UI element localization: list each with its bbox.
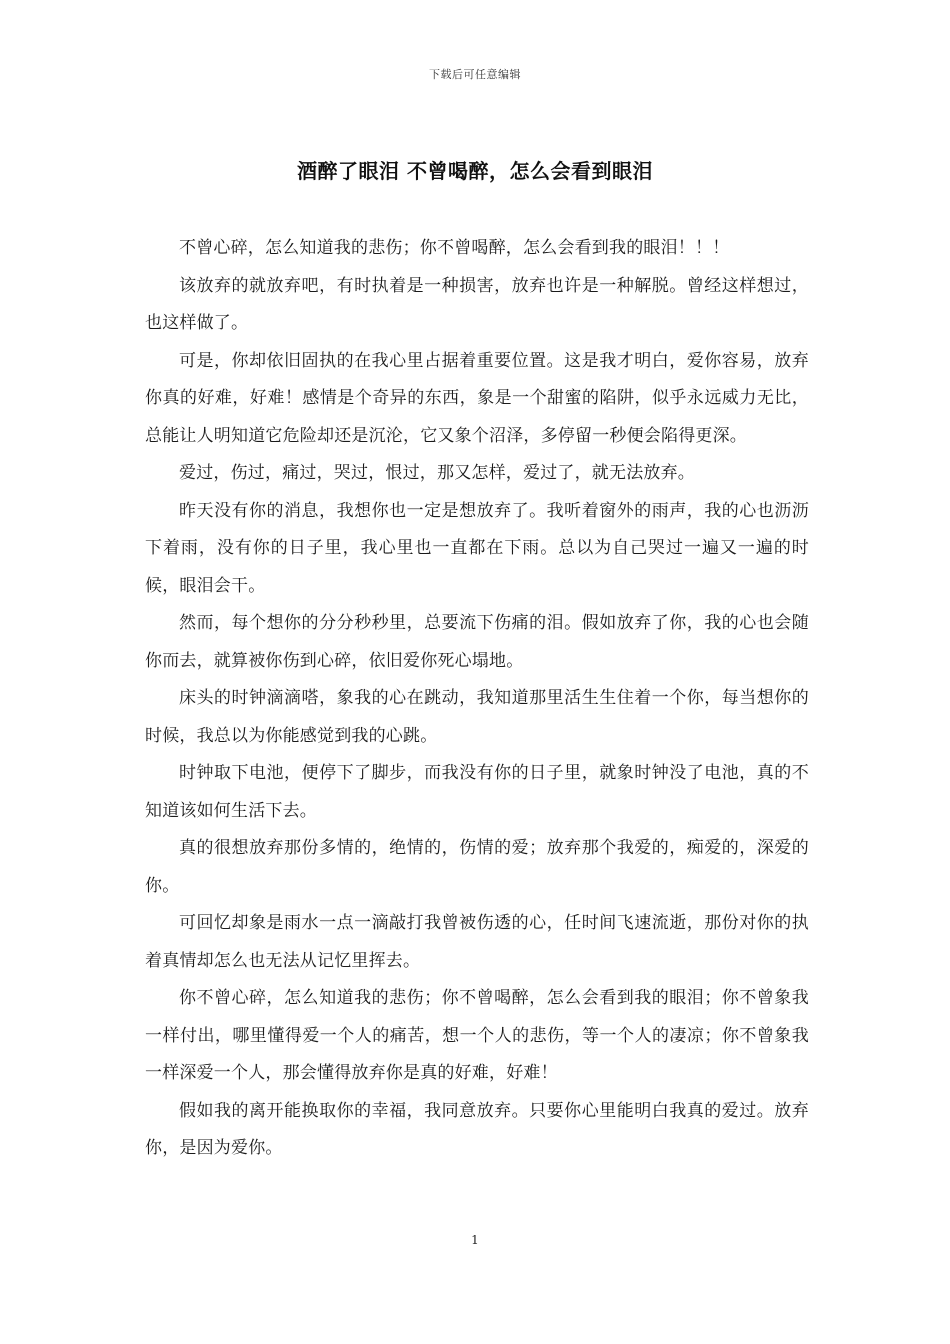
page-number: 1 [471,1233,479,1247]
paragraph: 不曾心碎，怎么知道我的悲伤；你不曾喝醉，怎么会看到我的眼泪！！！ [179,238,730,258]
header-note: 下载后可任意编辑 [429,68,521,81]
paragraph: 该放弃的就放弃吧，有时执着是一种损害，放弃也许是一种解脱。曾经这样想过，也这样做了。 [145,275,809,333]
paragraph: 你不曾心碎，怎么知道我的悲伤；你不曾喝醉，怎么会看到我的眼泪；你不曾象我一样付出，哪里懂得爱一个人的痛苦，想一个人的悲伤，等一个人的凄凉；你不曾象我一样深爱一个人，那会懂得放弃你是真的好难，好难！ [145,988,809,1083]
paragraph: 昨天没有你的消息，我想你也一定是想放弃了。我听着窗外的雨声，我的心也沥沥下着雨，没有你的日子里，我心里也一直都在下雨。总以为自己哭过一遍又一遍的时候，眼泪会干。 [145,500,809,596]
paragraph: 爱过，伤过，痛过，哭过，恨过，那又怎样，爱过了，就无法放弃。 [179,463,695,483]
page-title: 酒醉了眼泪 不曾喝醉，怎么会看到眼泪 [297,159,653,183]
article-body [145,230,809,1168]
paragraph: 假如我的离开能换取你的幸福，我同意放弃。只要你心里能明白我真的爱过。放弃你，是因为爱你。 [145,1100,809,1158]
paragraph: 时钟取下电池，便停下了脚步，而我没有你的日子里，就象时钟没了电池，真的不知道该如何生活下去。 [145,763,809,821]
paragraph: 可是，你却依旧固执的在我心里占据着重要位置。这是我才明白，爱你容易，放弃你真的好难，好难！感情是个奇异的东西，象是一个甜蜜的陷阱，似乎永远威力无比，总能让人明知道它危险却还是沉沦，它又象个沼泽，多停留一秒便会陷得更深。 [145,350,809,446]
paragraph: 真的很想放弃那份多情的，绝情的，伤情的爱；放弃那个我爱的，痴爱的，深爱的你。 [145,838,809,896]
paragraph: 可回忆却象是雨水一点一滴敲打我曾被伤透的心，任时间飞速流逝，那份对你的执着真情却怎么也无法从记忆里挥去。 [145,913,809,971]
paragraph: 床头的时钟滴滴嗒，象我的心在跳动，我知道那里活生生住着一个你，每当想你的时候，我总以为你能感觉到我的心跳。 [145,688,809,746]
paragraph: 然而，每个想你的分分秒秒里，总要流下伤痛的泪。假如放弃了你，我的心也会随你而去，就算被你伤到心碎，依旧爱你死心塌地。 [145,613,809,671]
